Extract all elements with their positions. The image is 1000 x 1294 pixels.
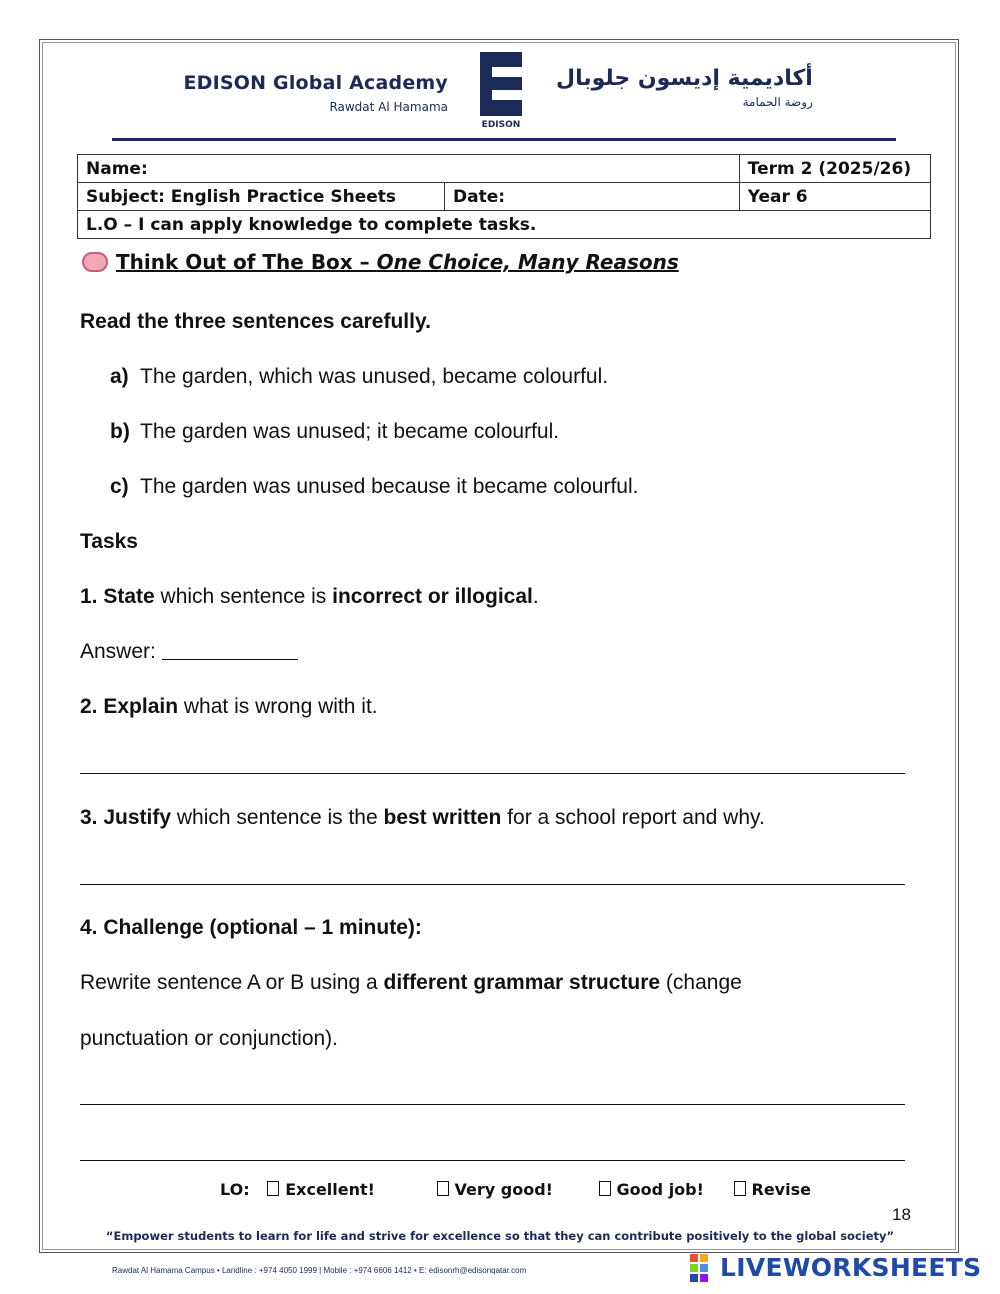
rating-very-good[interactable]: Very good! <box>437 1180 553 1199</box>
name-cell[interactable]: Name: <box>78 155 740 183</box>
brain-icon <box>82 252 108 272</box>
term-cell: Term 2 (2025/26) <box>739 155 930 183</box>
liveworksheets-text: LIVEWORKSHEETS <box>720 1253 982 1282</box>
checkbox[interactable] <box>437 1181 449 1196</box>
date-cell[interactable]: Date: <box>445 183 740 211</box>
instruction: Read the three sentences carefully. <box>80 310 431 333</box>
task-1: 1. State which sentence is incorrect or illogical. <box>80 585 539 608</box>
checkbox[interactable] <box>599 1181 611 1196</box>
answer-line-4b[interactable] <box>80 1160 905 1161</box>
tasks-heading: Tasks <box>80 530 138 553</box>
page-number: 18 <box>892 1205 911 1224</box>
rating-good-job[interactable]: Good job! <box>599 1180 704 1199</box>
liveworksheets-logo-icon <box>690 1254 720 1280</box>
rating-revise[interactable]: Revise <box>734 1180 811 1199</box>
answer-line-2[interactable] <box>80 773 905 774</box>
lo-rating <box>220 1180 811 1199</box>
checkbox[interactable] <box>734 1181 746 1196</box>
task-4-heading: 4. Challenge (optional – 1 minute): <box>80 916 422 939</box>
answer-line-4a[interactable] <box>80 1104 905 1105</box>
option-c: c) The garden was unused because it became colourful. <box>110 475 639 498</box>
option-a: a) The garden, which was unused, became colourful. <box>110 365 609 388</box>
subject-cell: Subject: English Practice Sheets <box>78 183 445 211</box>
answer-blank[interactable] <box>162 641 298 660</box>
option-b: b) The garden was unused; it became colourful. <box>110 420 560 443</box>
activity-title <box>82 250 679 274</box>
campus-name: Rawdat Al Hamama <box>329 100 448 114</box>
rewrite-instruction: Rewrite sentence A or B using a different grammar structure (change <box>80 971 742 994</box>
school-title: EDISON Global Academy <box>183 72 448 94</box>
school-name-arabic <box>556 66 813 109</box>
rating-excellent[interactable]: Excellent! <box>267 1180 375 1199</box>
rewrite-instruction-line2: punctuation or conjunction). <box>80 1027 338 1050</box>
answer-label: Answer: <box>80 640 156 663</box>
task-2: 2. Explain what is wrong with it. <box>80 695 378 718</box>
edison-logo <box>480 52 522 134</box>
learning-objective-cell: L.O – I can apply knowledge to complete tasks. <box>78 211 931 239</box>
logo-label: EDISON <box>481 120 521 130</box>
lo-label: LO: <box>220 1180 250 1199</box>
campus-name-arabic: روضة الحمامة <box>742 95 813 109</box>
contact-footer: Rawdat Al Hamama Campus • Landline : +974 4050 1999 | Mobile : +974 6606 1412 • E: edisonrh@edisonqatar.com <box>112 1266 527 1275</box>
answer-line-3[interactable] <box>80 884 905 885</box>
school-name-english <box>183 72 448 114</box>
title-main: Think Out of The Box – <box>116 250 377 274</box>
answer-row <box>80 640 298 664</box>
year-cell: Year 6 <box>739 183 930 211</box>
school-motto: “Empower students to learn for life and strive for excellence so that they can contribute positively to the global society” <box>105 1229 895 1243</box>
checkbox[interactable] <box>267 1181 279 1196</box>
task-3: 3. Justify which sentence is the best written for a school report and why. <box>80 806 765 829</box>
liveworksheets-watermark <box>690 1254 981 1284</box>
title-sub: One Choice, Many Reasons <box>376 250 679 274</box>
student-info-table <box>77 154 931 239</box>
school-title-arabic: أكاديمية إديسون جلوبال <box>556 66 813 91</box>
header-rule <box>112 138 896 141</box>
logo-e-mark <box>480 52 522 116</box>
